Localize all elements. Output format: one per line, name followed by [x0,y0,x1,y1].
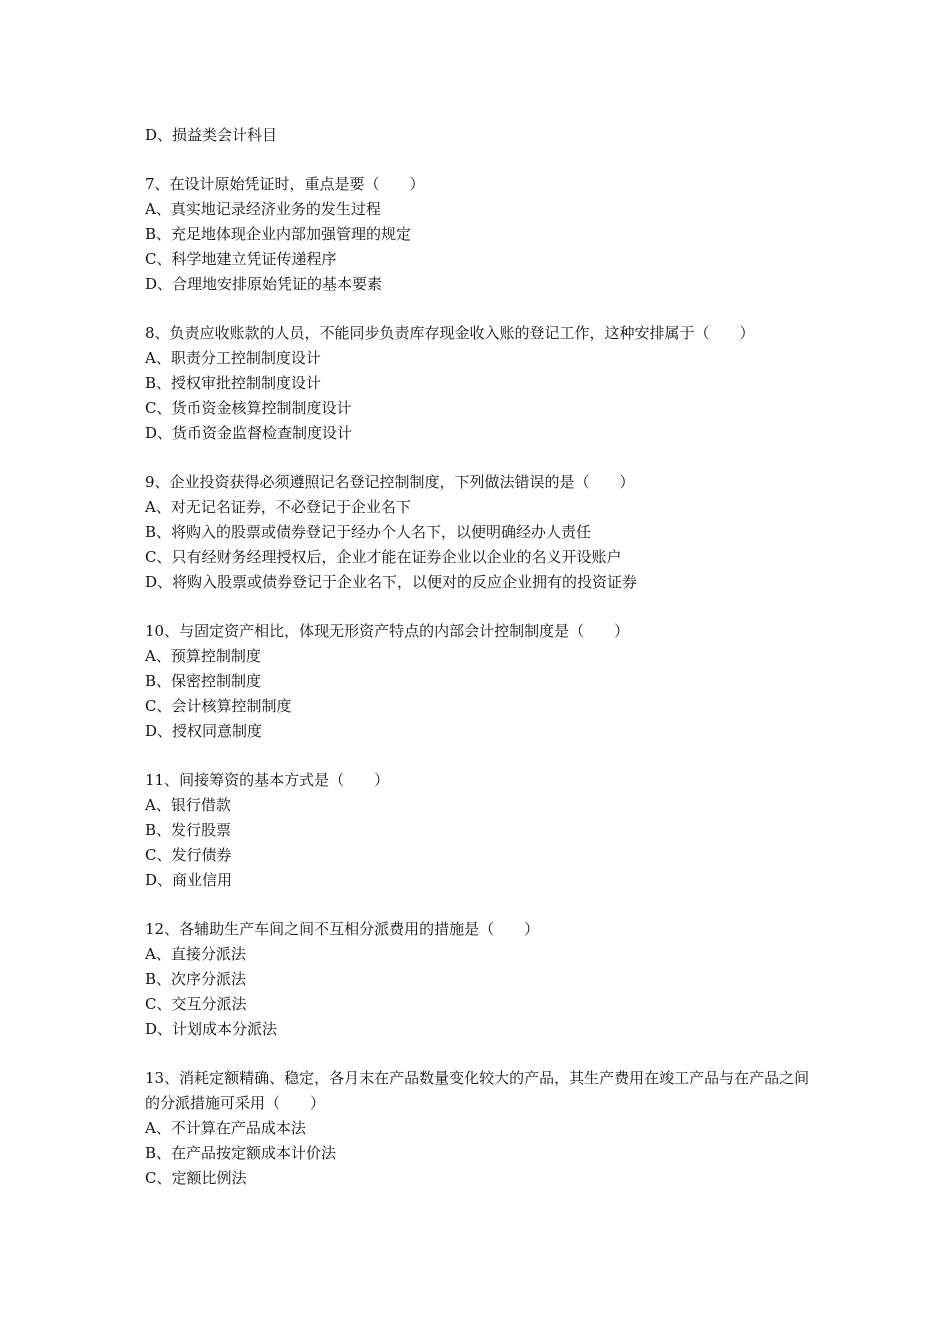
option-c: C、只有经财务经理授权后，企业才能在证券企业以企业的名义开设账户 [145,548,622,566]
option-b: B、保密控制制度 [145,672,262,690]
option-b: B、在产品按定额成本计价法 [145,1144,337,1162]
question-7 [145,172,810,297]
option-d: D、将购入股票或债券登记于企业名下，以便对的反应企业拥有的投资证券 [145,573,638,591]
option-a: A、真实地记录经济业务的发生过程 [145,200,381,218]
option-a: A、预算控制制度 [145,647,261,665]
question-11 [145,768,810,893]
option-c: C、货币资金核算控制制度设计 [145,399,352,417]
question-text: 7、在设计原始凭证时，重点是要（ ） [145,175,425,193]
option-b: B、将购入的股票或债券登记于经办个人名下，以便明确经办人责任 [145,523,592,541]
option-a: A、银行借款 [145,796,231,814]
option-c: C、会计核算控制制度 [145,697,292,715]
option-b: B、充足地体现企业内部加强管理的规定 [145,225,412,243]
question-9 [145,470,810,595]
question-text: 8、负责应收账款的人员，不能同步负责库存现金收入账的登记工作，这种安排属于（ ） [145,324,755,342]
option-c: C、科学地建立凭证传递程序 [145,250,337,268]
option-d: D、合理地安排原始凭证的基本要素 [145,275,383,293]
option-d: D、授权同意制度 [145,722,263,740]
option-a: A、直接分派法 [145,945,246,963]
option-a: A、职责分工控制制度设计 [145,349,321,367]
option-a: A、对无记名证券，不必登记于企业名下 [145,498,411,516]
document-page [145,123,810,1191]
question-8 [145,321,810,446]
question-text: 12、各辅助生产车间之间不互相分派费用的措施是（ ） [145,920,540,938]
option-b: B、发行股票 [145,821,232,839]
question-13 [145,1066,810,1191]
option-d: D、商业信用 [145,871,233,889]
option-d: D、计划成本分派法 [145,1020,278,1038]
option-b: B、次序分派法 [145,970,247,988]
question-text: 10、与固定资产相比，体现无形资产特点的内部会计控制制度是（ ） [145,622,630,640]
option-c: C、定额比例法 [145,1169,247,1187]
leading-option: D、损益类会计科目 [145,126,278,144]
question-10 [145,619,810,744]
option-b: B、授权审批控制制度设计 [145,374,322,392]
question-text: 13、消耗定额精确、稳定，各月末在产品数量变化较大的产品，其生产费用在竣工产品与在产品之间的分派措施可采用（ ） [145,1069,810,1112]
option-c: C、交互分派法 [145,995,247,1013]
question-12 [145,917,810,1042]
option-d: D、货币资金监督检查制度设计 [145,424,353,442]
question-text: 11、间接筹资的基本方式是（ ） [145,771,390,789]
option-a: A、不计算在产品成本法 [145,1119,306,1137]
question-text: 9、企业投资获得必须遵照记名登记控制制度，下列做法错误的是（ ） [145,473,635,491]
option-c: C、发行债券 [145,846,232,864]
